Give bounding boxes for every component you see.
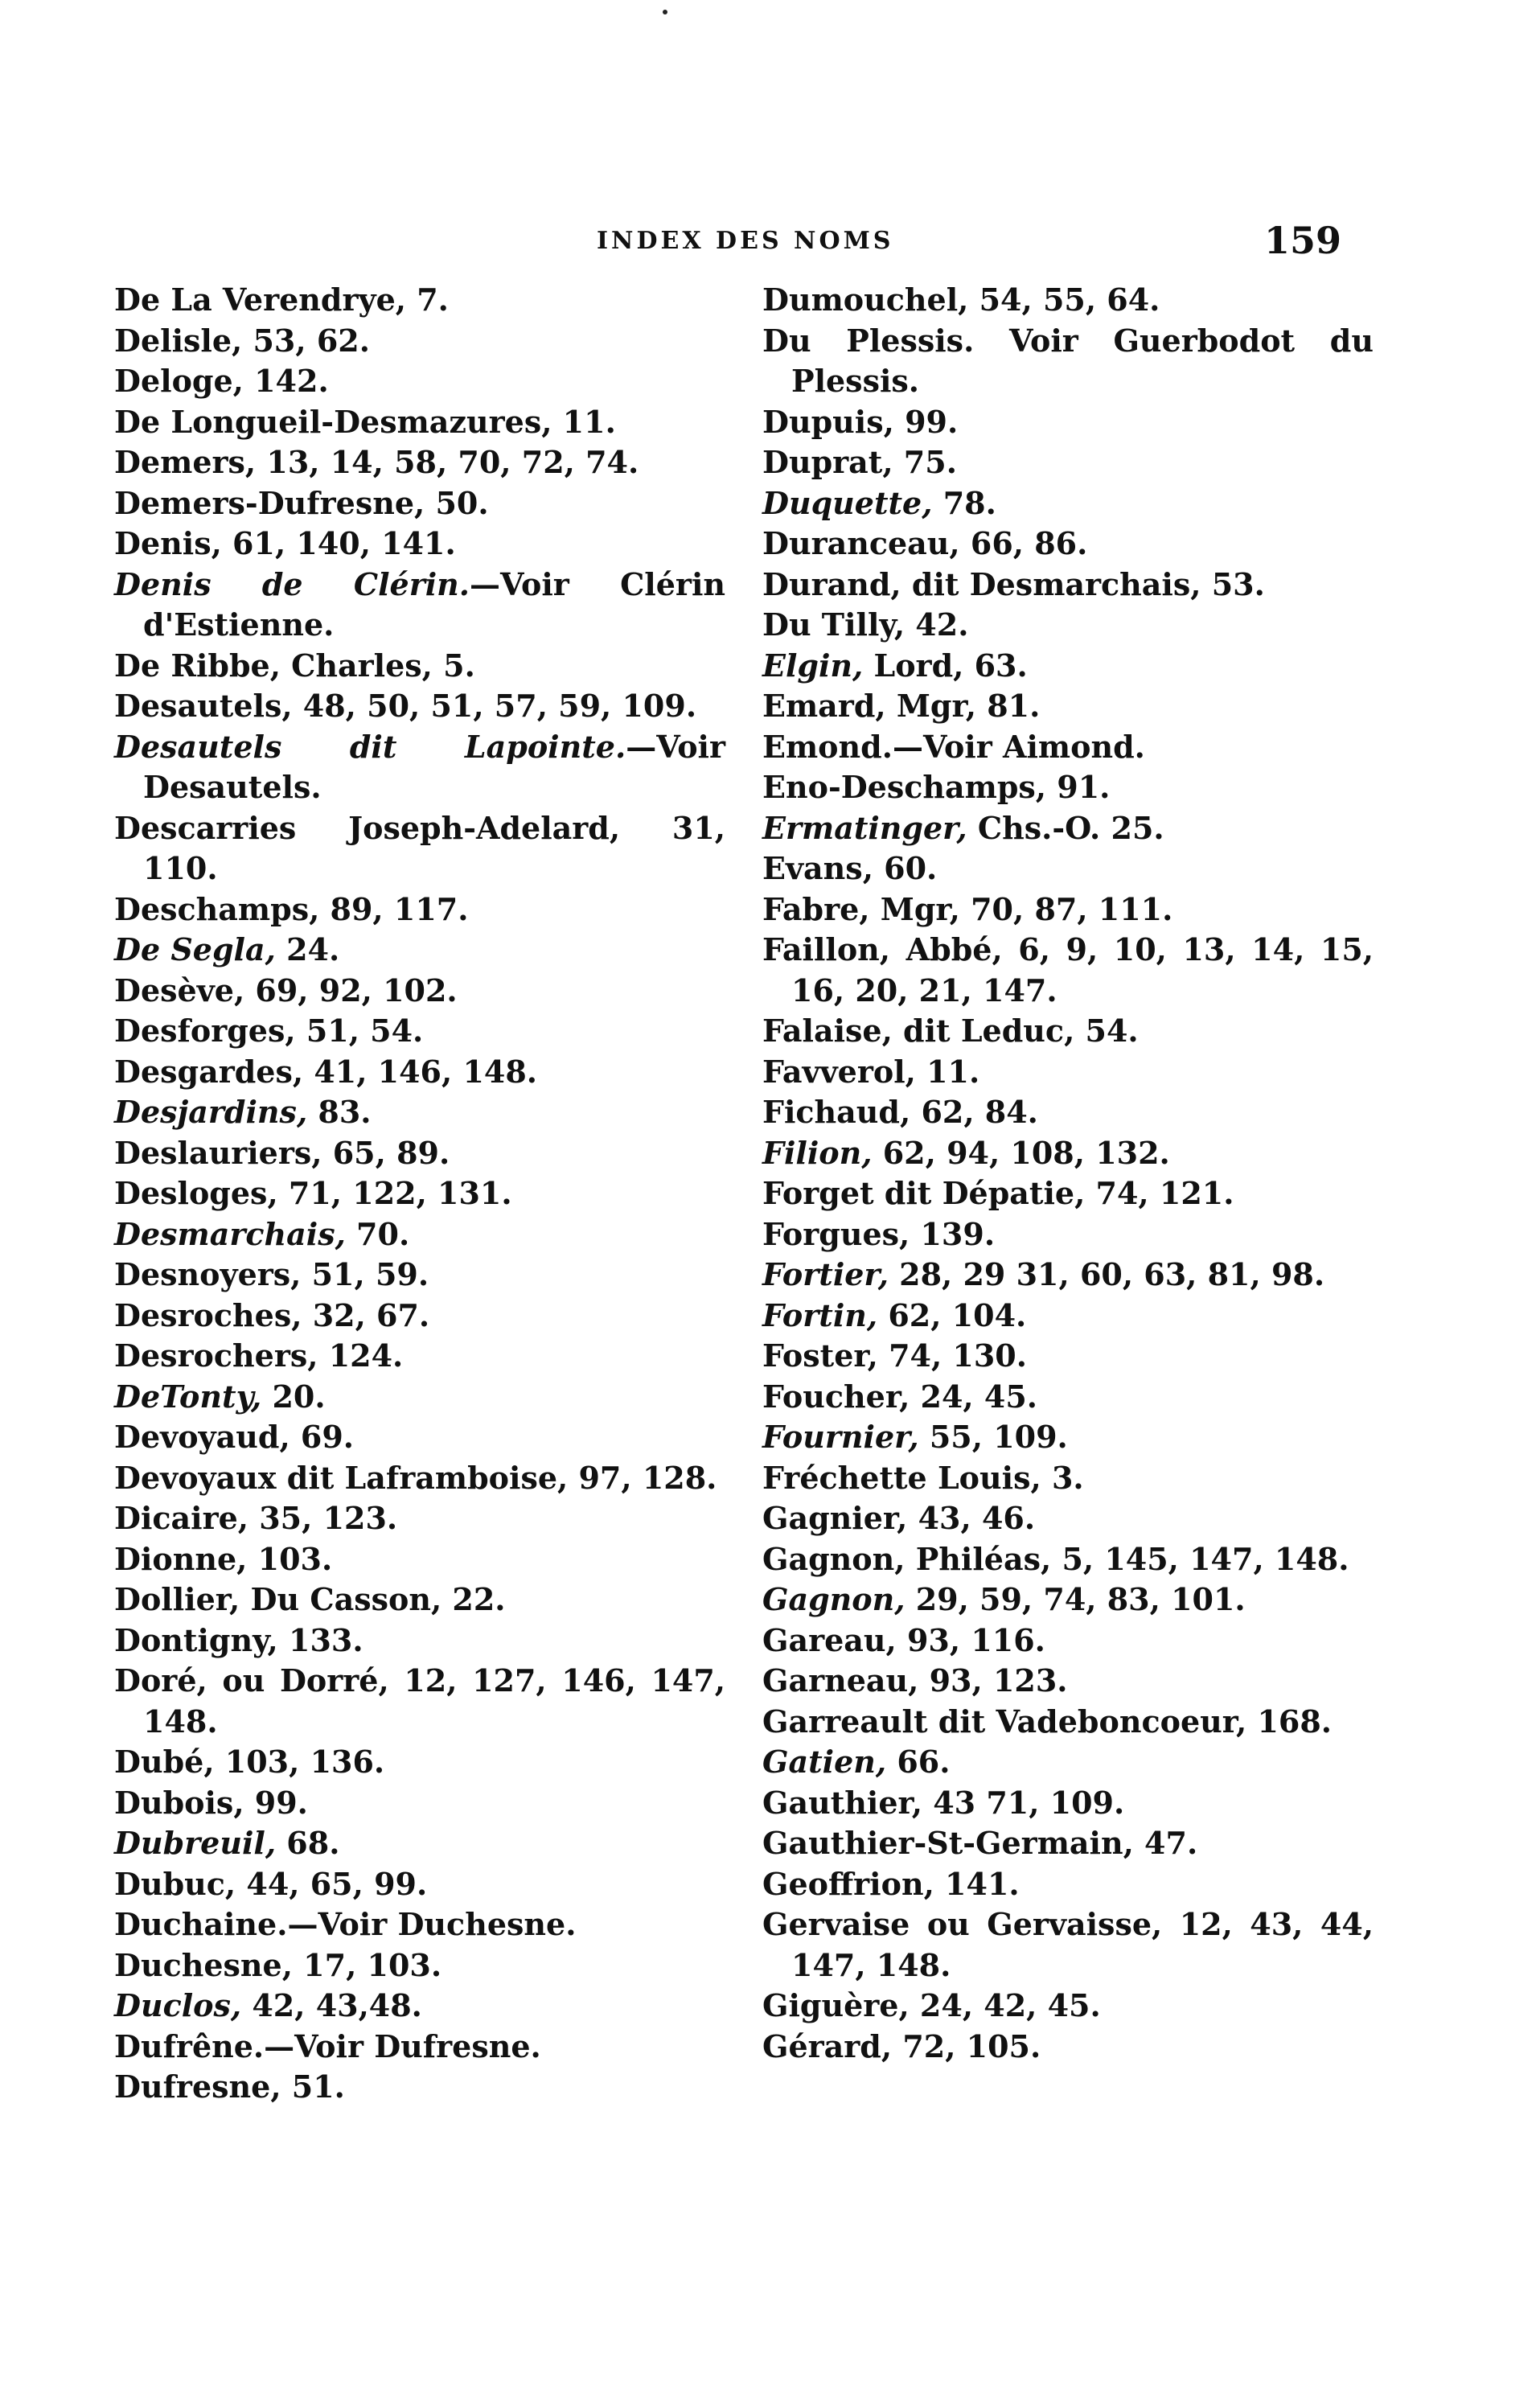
entry-name: Denis de Clérin. <box>114 565 470 602</box>
entry-references: 42. <box>905 606 969 643</box>
index-entry <box>114 1986 725 2027</box>
index-entry <box>114 808 725 889</box>
index-column-left <box>114 280 725 2108</box>
index-entry <box>762 1417 1374 1458</box>
entry-references: 12, 127, 146, 147, 148. <box>143 1662 726 1740</box>
entry-name: Dubé, <box>114 1744 215 1780</box>
entry-name: Delisle, <box>114 322 243 359</box>
entry-name: Gagnon, <box>762 1581 906 1617</box>
entry-name: Gatien, <box>762 1744 887 1780</box>
entry-references: 51, 59. <box>301 1256 429 1292</box>
entry-name: Foucher, <box>762 1378 910 1415</box>
entry-references: 62, 84. <box>910 1094 1038 1130</box>
entry-name: Desrochers, <box>114 1337 318 1374</box>
index-entry <box>114 1377 725 1418</box>
entry-name: Forgues, <box>762 1215 910 1252</box>
index-entry <box>762 1823 1374 1864</box>
entry-name: Desève, <box>114 972 245 1008</box>
entry-references: 11. <box>915 1053 980 1090</box>
entry-name: De Longueil-Desmazures, <box>114 403 552 440</box>
index-entry <box>762 1092 1374 1133</box>
entry-name: Dumouchel, <box>762 281 969 318</box>
entry-references: Joseph-Adelard, 31, 110. <box>143 809 725 886</box>
index-entry <box>114 483 725 524</box>
entry-name: Deloge, <box>114 363 244 399</box>
entry-references: 53, 62. <box>242 322 370 359</box>
entry-references: —Voir Duchesne. <box>287 1906 577 1942</box>
entry-name: Gauthier, <box>762 1784 922 1821</box>
entry-name: Duclos, <box>114 1987 242 2023</box>
index-entry <box>114 1255 725 1296</box>
entry-name: Desjardins, <box>114 1094 308 1130</box>
entry-name: Gagnon, <box>762 1540 906 1577</box>
entry-references: 51, 54. <box>295 1013 424 1049</box>
index-entry <box>762 402 1374 443</box>
index-entry <box>114 280 725 321</box>
running-title: INDEX DES NOMS <box>597 227 894 255</box>
entry-references: Mgr, 70, 87, 111. <box>869 890 1173 927</box>
index-entry <box>114 971 725 1012</box>
entry-name: Desmarchais, <box>114 1215 346 1252</box>
index-entry <box>762 1296 1374 1337</box>
entry-references: 93, 116. <box>896 1621 1045 1658</box>
index-entry <box>114 930 725 971</box>
entry-name: Ermatinger, <box>762 809 967 846</box>
entry-references: Charles, 5. <box>280 647 475 684</box>
entry-name: Dupuis, <box>762 403 894 440</box>
index-entry <box>762 1255 1374 1296</box>
entry-references: 13, 14, 58, 70, 72, 74. <box>256 444 639 480</box>
index-entry <box>762 646 1374 687</box>
index-entry <box>114 1296 725 1337</box>
entry-name: Duranceau, <box>762 525 960 561</box>
entry-name: Desroches, <box>114 1296 302 1333</box>
entry-references: —Voir Desautels. <box>143 728 725 805</box>
index-entry <box>762 2027 1374 2068</box>
entry-name: Dubuc, <box>114 1865 236 1902</box>
index-entry <box>114 1904 725 1945</box>
index-entry <box>762 1539 1374 1580</box>
entry-name: Desgardes, <box>114 1053 304 1090</box>
index-entry <box>762 524 1374 565</box>
running-head <box>0 219 1540 265</box>
entry-name: Garneau, <box>762 1662 919 1699</box>
entry-references: 35, 123. <box>248 1500 398 1536</box>
entry-name: Faillon, <box>762 931 891 967</box>
entry-name: Dubreuil, <box>114 1825 277 1861</box>
index-entry <box>114 1661 725 1742</box>
entry-name: Fabre, <box>762 890 870 927</box>
index-entry <box>114 686 725 727</box>
entry-references: 68. <box>276 1825 340 1861</box>
index-entry <box>114 1092 725 1133</box>
entry-name: Fréchette <box>762 1459 927 1496</box>
entry-name: Forget dit Dépatie, <box>762 1175 1086 1211</box>
entry-references: 54, 55, 64. <box>968 281 1160 318</box>
entry-references: 24, 45. <box>910 1378 1037 1415</box>
entry-name: Doré, ou Dorré, <box>114 1662 389 1699</box>
index-entry <box>762 1052 1374 1093</box>
entry-references: 91. <box>1046 769 1111 805</box>
entry-name: Gervaise ou Gervaisse, <box>762 1906 1163 1942</box>
entry-references: 74, 130. <box>877 1337 1027 1374</box>
index-entry <box>114 1823 725 1864</box>
index-entry <box>762 808 1374 849</box>
entry-name: Fichaud, <box>762 1094 911 1130</box>
entry-references: 65, 89. <box>322 1134 450 1171</box>
entry-name: Durand, dit Desmarchais, <box>762 565 1201 602</box>
index-entry <box>762 1702 1374 1743</box>
index-entry <box>114 889 725 930</box>
index-entry <box>762 1864 1374 1905</box>
index-entry <box>762 483 1374 524</box>
entry-references: 24. <box>275 931 340 967</box>
index-entry <box>114 1011 725 1052</box>
entry-name: Desautels, <box>114 688 293 724</box>
entry-name: Devoyaud, <box>114 1419 290 1455</box>
index-entry <box>114 442 725 483</box>
entry-references: 12, 43, 44, 147, 148. <box>791 1906 1374 1983</box>
entry-name: Dufresne, <box>114 2068 281 2105</box>
index-entry <box>762 1133 1374 1174</box>
entry-name: Fortier, <box>762 1256 889 1292</box>
entry-name: Desforges, <box>114 1013 296 1049</box>
entry-references: 75. <box>893 444 957 480</box>
print-speck <box>663 10 667 14</box>
index-entry <box>762 727 1374 768</box>
index-entry <box>762 1336 1374 1377</box>
entry-name: Fortin, <box>762 1296 878 1333</box>
index-entry <box>762 889 1374 930</box>
entry-references: 11. <box>552 403 616 440</box>
entry-name: Giguère, <box>762 1987 910 2023</box>
entry-references: Chs.-O. 25. <box>967 809 1164 846</box>
entry-references: Louis, 3. <box>926 1459 1084 1496</box>
entry-name: Dufrêne. <box>114 2027 265 2064</box>
entry-name: Gérard, <box>762 2027 893 2064</box>
index-entry <box>114 524 725 565</box>
entry-references: 66. <box>886 1744 951 1780</box>
entry-name: De La Verendrye, <box>114 281 407 318</box>
entry-references: 48, 50, 51, 57, 59, 109. <box>292 688 697 724</box>
entry-name: Favverol, <box>762 1053 916 1090</box>
entry-name: Emard, <box>762 688 886 724</box>
index-entry <box>762 280 1374 321</box>
index-entry <box>114 1539 725 1580</box>
entry-references: 74, 121. <box>1085 1175 1234 1211</box>
index-entry <box>762 1621 1374 1662</box>
entry-references: 124. <box>318 1337 404 1374</box>
index-entry <box>114 321 725 362</box>
entry-name: Evans, <box>762 850 873 886</box>
entry-name: DeTonty, <box>114 1378 262 1415</box>
entry-name: Denis, <box>114 525 222 561</box>
index-entry <box>114 1742 725 1783</box>
index-entry <box>762 1498 1374 1539</box>
entry-references: —Voir Clérin d'Estienne. <box>143 565 726 643</box>
entry-references: 43, 46. <box>907 1500 1036 1536</box>
index-entry <box>762 442 1374 483</box>
entry-references: 103. <box>247 1540 333 1577</box>
entry-references: 41, 146, 148. <box>303 1053 538 1090</box>
index-entry <box>114 1621 725 1662</box>
entry-references: Abbé, 6, 9, 10, 13, 14, 15, 16, 20, 21, 147. <box>791 931 1374 1008</box>
entry-name: Filion, <box>762 1134 873 1171</box>
index-entry <box>114 2067 725 2108</box>
entry-name: Geoffrion, <box>762 1865 934 1902</box>
index-entry <box>762 848 1374 889</box>
index-entry <box>114 565 725 646</box>
index-entry <box>114 1498 725 1539</box>
index-entry <box>762 1579 1374 1621</box>
entry-references: 69. <box>290 1419 355 1455</box>
entry-references: 78. <box>932 484 996 521</box>
entry-name: Devoyaux dit Laframboise, <box>114 1459 569 1496</box>
page-number: 159 <box>1264 219 1342 262</box>
entry-references: Du Casson, 22. <box>240 1581 506 1617</box>
entry-name: Deslauriers, <box>114 1134 322 1171</box>
index-column-right <box>762 280 1374 2067</box>
entry-name: Deschamps, <box>114 890 320 927</box>
entry-name: Foster, <box>762 1337 878 1374</box>
entry-name: Dubois, <box>114 1784 244 1821</box>
entry-references: 7. <box>406 281 449 318</box>
index-entry <box>762 1986 1374 2027</box>
entry-references: —Voir Dufresne. <box>264 2027 541 2064</box>
entry-name: Gauthier-St-Germain, <box>762 1825 1134 1861</box>
index-entry <box>114 1458 725 1499</box>
entry-references: 99. <box>244 1784 308 1821</box>
index-entry <box>762 321 1374 402</box>
entry-references: 62, 94, 108, 132. <box>872 1134 1170 1171</box>
index-entry <box>762 1904 1374 1986</box>
index-entry <box>114 727 725 808</box>
index-entry <box>114 2027 725 2068</box>
entry-name: Dicaire, <box>114 1500 249 1536</box>
entry-name: Duchesne, <box>114 1946 293 1983</box>
index-entry <box>114 1783 725 1824</box>
entry-references: 60. <box>873 850 938 886</box>
index-entry <box>762 1458 1374 1499</box>
index-entry <box>762 1214 1374 1255</box>
entry-name: Demers, <box>114 444 257 480</box>
index-entry <box>114 1336 725 1377</box>
entry-references: 54. <box>1074 1013 1139 1049</box>
index-entry <box>114 1173 725 1214</box>
index-entry <box>114 1214 725 1255</box>
entry-name: Duprat, <box>762 444 893 480</box>
entry-references: 44, 65, 99. <box>236 1865 428 1902</box>
entry-name: Elgin, <box>762 647 864 684</box>
index-entry <box>114 361 725 402</box>
index-entry <box>114 1945 725 1986</box>
entry-references: 53. <box>1201 565 1265 602</box>
entry-name: Dontigny, <box>114 1621 278 1658</box>
entry-references: 139. <box>910 1215 996 1252</box>
entry-name: Du Plessis. <box>762 322 975 359</box>
entry-references: —Voir Aimond. <box>892 728 1145 765</box>
entry-name: Dollier, <box>114 1581 240 1617</box>
entry-name: Garreault dit Vadeboncoeur, <box>762 1703 1247 1740</box>
entry-name: Gagnier, <box>762 1500 908 1536</box>
index-entry <box>762 1783 1374 1824</box>
index-entry <box>762 1742 1374 1783</box>
entry-name: Du Tilly, <box>762 606 906 643</box>
entry-references: 99. <box>893 403 959 440</box>
entry-name: Duchaine. <box>114 1906 288 1942</box>
entry-references: 51. <box>281 2068 345 2105</box>
index-entry <box>114 1052 725 1093</box>
entry-references: Mgr, 81. <box>885 688 1041 724</box>
index-entry <box>762 1377 1374 1418</box>
entry-references: 62, 104. <box>877 1296 1027 1333</box>
entry-references: 20. <box>261 1378 326 1415</box>
index-entry <box>114 1579 725 1621</box>
entry-name: Desautels dit Lapointe. <box>114 728 626 765</box>
index-entry <box>762 1011 1374 1052</box>
entry-references: 72, 105. <box>892 2027 1041 2064</box>
entry-references: 103, 136. <box>214 1744 385 1780</box>
entry-references: Lord, 63. <box>863 647 1028 684</box>
index-entry <box>762 930 1374 1011</box>
entry-references: 71, 122, 131. <box>277 1175 512 1211</box>
entry-references: 93, 123. <box>918 1662 1068 1699</box>
entry-references: 66, 86. <box>959 525 1088 561</box>
index-entry <box>762 565 1374 606</box>
index-entry <box>762 605 1374 646</box>
entry-references: 29, 59, 74, 83, 101. <box>905 1581 1246 1617</box>
entry-name: Duquette, <box>762 484 933 521</box>
entry-references: 168. <box>1246 1703 1333 1740</box>
index-entry <box>114 1864 725 1905</box>
index-entry <box>762 767 1374 808</box>
entry-name: Gareau, <box>762 1621 897 1658</box>
entry-references: 55, 109. <box>918 1419 1068 1455</box>
entry-references: 97, 128. <box>568 1459 717 1496</box>
entry-references: Voir Guerbodot du Plessis. <box>791 322 1374 399</box>
index-entry <box>762 1173 1374 1214</box>
entry-references: 83. <box>307 1094 372 1130</box>
entry-references: 61, 140, 141. <box>221 525 456 561</box>
entry-name: De Ribbe, <box>114 647 281 684</box>
entry-name: Demers-Dufresne, <box>114 484 425 521</box>
entry-references: 142. <box>243 363 329 399</box>
entry-references: 141. <box>934 1865 1020 1902</box>
entry-name: De Segla, <box>114 931 276 967</box>
entry-name: Fournier, <box>762 1419 919 1455</box>
entry-references: 89, 117. <box>319 890 469 927</box>
entry-name: Falaise, dit Leduc, <box>762 1013 1075 1049</box>
entry-references: 70. <box>345 1215 410 1252</box>
entry-references: 133. <box>277 1621 363 1658</box>
entry-references: 47. <box>1133 1825 1198 1861</box>
entry-name: Desnoyers, <box>114 1256 302 1292</box>
index-entry <box>762 686 1374 727</box>
index-entry <box>114 1133 725 1174</box>
entry-name: Emond. <box>762 728 893 765</box>
entry-references: 32, 67. <box>302 1296 430 1333</box>
entry-references: 28, 29 31, 60, 63, 81, 98. <box>888 1256 1325 1292</box>
entry-references: Philéas, 5, 145, 147, 148. <box>905 1540 1349 1577</box>
entry-references: 50. <box>425 484 489 521</box>
index-entry <box>114 646 725 687</box>
entry-references: 24, 42, 45. <box>909 1987 1101 2023</box>
entry-references: 43 71, 109. <box>922 1784 1125 1821</box>
entry-references: 17, 103. <box>292 1946 442 1983</box>
entry-name: Eno-Deschamps, <box>762 769 1047 805</box>
entry-name: Desloges, <box>114 1175 278 1211</box>
entry-name: Descarries <box>114 809 297 846</box>
entry-name: Dionne, <box>114 1540 248 1577</box>
entry-references: 42, 43,48. <box>241 1987 422 2023</box>
index-entry <box>114 402 725 443</box>
index-entry <box>762 1661 1374 1702</box>
entry-references: 69, 92, 102. <box>244 972 458 1008</box>
index-entry <box>114 1417 725 1458</box>
